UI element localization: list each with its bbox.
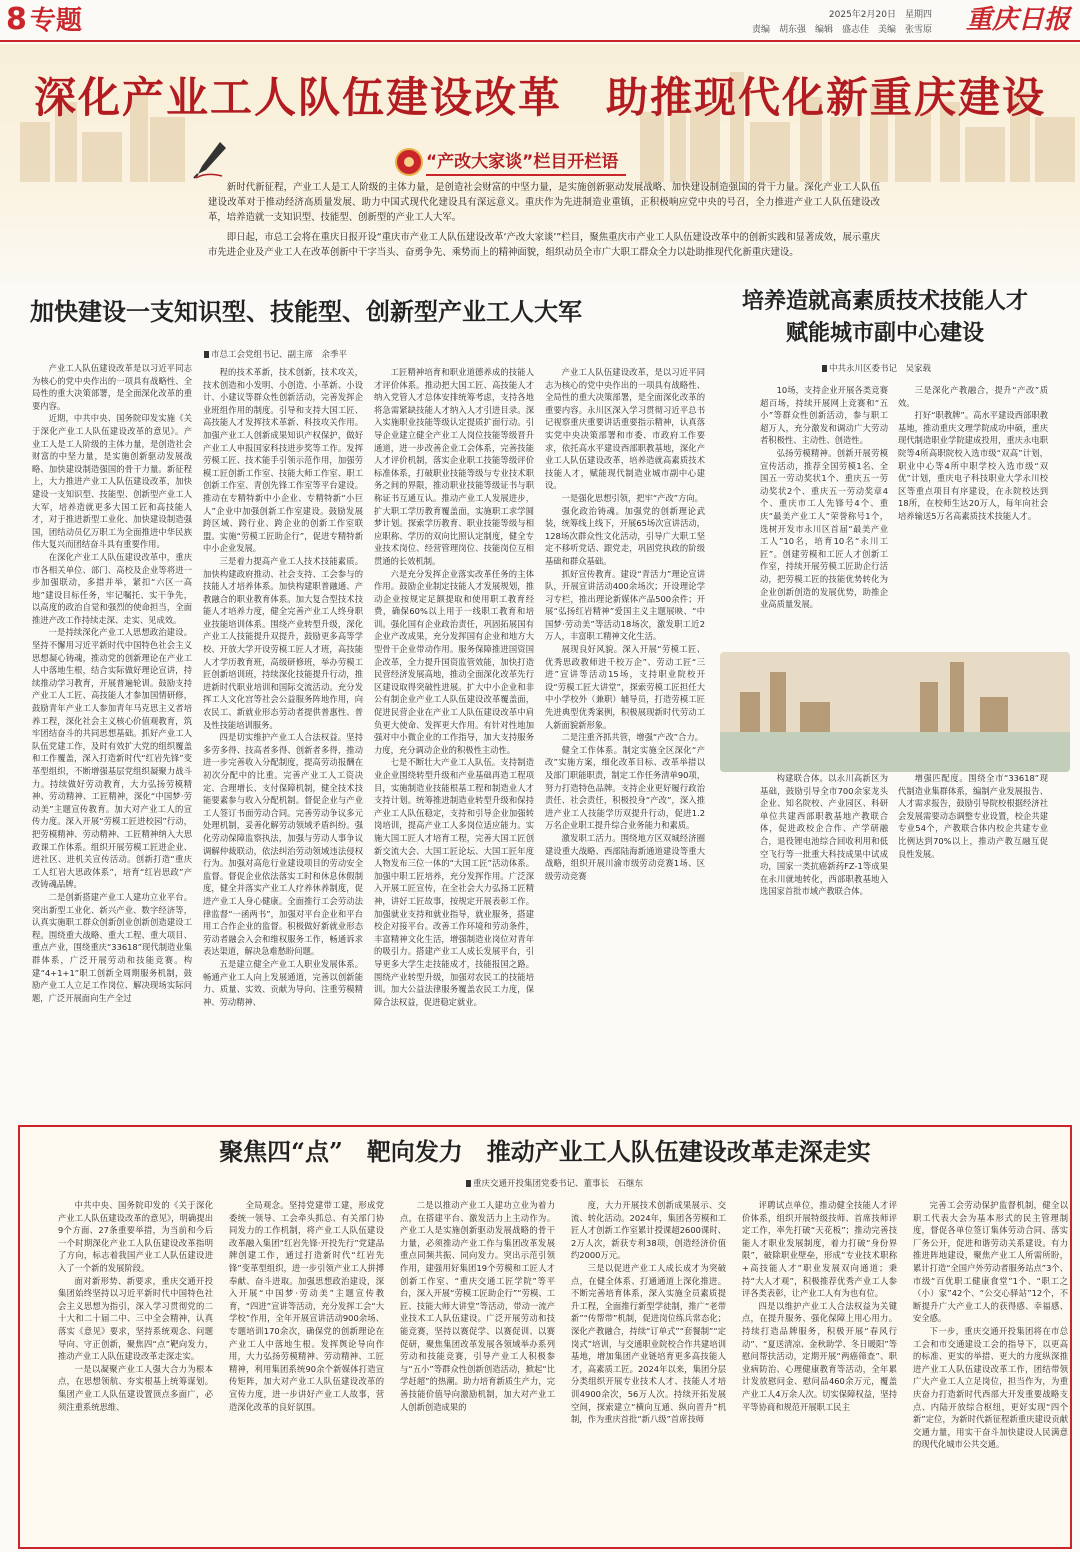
article-paragraph: 四是以维护产业工人合法权益为关键点，在提升服务、强化保障上用心用力。持续打造品牌服务，积极开展“春风行动”、“夏送清凉、金秋助学、冬日暖阳”等慰问帮扶活动，定期开展“两癌筛查”、职业病防治、心理健康教育等活动，全年累计发放慰问金、慰问品460余万元，覆盖产业工人4万余人次。切实保障权益，坚持平等协商和规范开展职工民主 xyxy=(742,1300,897,1412)
article-paragraph: 工匠精神培育和职业道德养成的技能人才评价体系。推动把大国工匠、高技能人才纳入党管人才总体安排统筹考虑，支持各地将急需紧缺技能人才纳入人才引进目录。深入实施职业技能等级认定提质扩面行动。引导企业建立健全产业工人岗位技能等级晋升通道，进一步改善企业工会体系，完善技能人才评价机制，落实企业职工技能等级评价标准体系，打破职业技能等级与专业技术职务之间的界限，推动职业技能等级证书与职称证书互通互认。推动产业工人发展进步，扩大职工学历教育覆盖面，实施职工求学圆梦计划。探索学历教育、职业技能等级与相应职称、学历的双向比照认定制度，健全专业技术岗位、经营管理岗位、技能岗位互相贯通的长效机制。 xyxy=(374,367,534,566)
right-article-byline: 中共永川区委书记 吴家载 xyxy=(822,362,931,374)
article-paragraph: 抓好宣传教育。建设“青活力”理论宣讲队，开展宣讲活动400余场次；开设理论学习专栏，推出理论新媒体产品500余件；开展“弘扬红岩精神”爱国主义主题展映、“中国梦·劳动美”等活动18场次，激发职工近2万人，丰富职工精神文化生活。 xyxy=(545,568,705,642)
issue-date: 2025年2月20日 星期四 xyxy=(828,10,932,20)
article-paragraph: 产业工人队伍建设改革，是以习近平同志为核心的党中央作出的一项具有战略性、全局性的重大决策部署，是全面深化改革的重要内容。永川区深入学习贯彻习近平总书记视察重庆重要讲话重要指示精神，认真落实党中央决策部署和市委、市政府工作要求，依托高水平建设西部职教基地，深化产业工人队伍建设改革，培养造就高素质技术技能人才，赋能现代制造业城市副中心建设。 xyxy=(545,367,705,491)
right-article-headline-line-1: 培养造就高素质技术技能人才 xyxy=(741,288,1028,314)
article-paragraph: 近期，中共中央、国务院印发实施《关于深化产业工人队伍建设改革的意见》。产业工人是工人阶级的主体力量，是创造社会财富的中坚力量，是实施创新驱动发展战略、加快建设制造强国的骨干力量。新征程上，大力推进产业工人队伍建设改革，加快建设一支知识型、技能型、创新型产业工人大军，培养造就更多大国工匠和高技能人才，对于推进新型工业化、加快建设制造强国，团结动员亿万职工为全面推进中华民族伟大复兴而团结奋斗具有重要作用。 xyxy=(32,413,192,550)
city-photo xyxy=(720,652,1070,772)
article-paragraph: 10场，支持企业开展各类竞赛超百场，持续开展网上竞赛和“五小”等群众性创新活动，参与职工超万人，充分激发和调动广大劳动者积极性、主动性、创造性。 xyxy=(760,385,888,446)
article-paragraph: 评聘试点单位，推动健全技能人才评价体系，组织开展特级技师、首席技师评定工作，率先打破“天花板”；推动完善技能人才职业发展制度，着力打破“身份界限”，破除职业壁垒，形成“专业技术职称+高技能人才”职业发展双向通道；秉持“大人才观”，积极推荐优秀产业工人参评各类表彰，让产业工人有为也有位。 xyxy=(742,1200,897,1299)
article-paragraph: 全局观念。坚持党建带工建，形成党委统一领导、工会牵头抓总、有关部门协同发力的工作机制，将产业工人队伍建设改革融入集团“红岩先锋·开投先行”党建品牌创建工作，通过打造新时代“红岩先锋”变革型组织，进一步引领产业工人拼搏奉献、奋斗进取。加强思想政治建设，深入开展“中国梦·劳动美”主题宣传教育，“四进”宣讲等活动，充分发挥工会“大学校”作用，全年开展宣讲活动900余场、专题培训170余次，确保党的创新理论在产业工人中落地生根。发挥舆论导向作用，大力弘扬劳模精神、劳动精神、工匠精神，利用集团系统90余个新媒体打造宣传矩阵，加大对产业工人队伍建设改革的宣传力度，进一步讲好产业工人故事，营造深化改革的良好氛围。 xyxy=(229,1200,384,1412)
article-paragraph: 一是以凝聚产业工人强大合力为根本点，在思想领航、夯实根基上统筹谋划。集团产业工人队伍建设置顶点多面广，必须注重系统思维、 xyxy=(58,1363,213,1412)
right-article-column-2 xyxy=(760,384,888,652)
article-paragraph: 在深化产业工人队伍建设改革中，重庆市各相关单位、部门、高校及企业等将进一步加强联动，多措并举，紧扣“六区一高地”建设目标任务，牢记嘱托、实干争先，以高度的政治自觉和强烈的使命担当，全面推进产改工作持续走深、走实、见成效。 xyxy=(32,551,192,625)
article-paragraph: 打好“职教牌”。高水平建设西部职教基地，推动重庆文理学院成功申硕，重庆现代制造职业学院建成投用，重庆永电职院等4所高职院校入选市级“双高”计划，职业中心等4所中职学校入选市级“双优”计划，重庆电子科技职业大学永川校区等重点项目有序建设，在永院校达到18所，在校师生达20万人，每年向社会培养输送5万名高素质技术技能人才。 xyxy=(898,410,1048,521)
article-paragraph: 构建联合体。以永川高新区为基础，鼓励引导全市700余家龙头企业、知名院校、产业园区、科研单位共建西部职教基地产教联合体，促进政校企合作、产学研融合，退役锂电池综合回收利用和低空飞行等一批重大科技成果中试成功，国家一类抗癌新药FZ-1等成果在永川就地转化，西部职教基地入选国家首批市域产教联合体。 xyxy=(760,773,888,897)
right-article-column-1 xyxy=(545,366,705,1122)
topic-banner xyxy=(0,44,1080,294)
banner-headline: 深化产业工人队伍建设改革 助推现代化新重庆建设 xyxy=(33,73,1046,122)
article-paragraph: 中共中央、国务院印发的《关于深化产业工人队伍建设改革的意见》，明确提出9个方面、27条重要举措，为当前和今后一个时期深化产业工人队伍建设改革指明了方向，标志着我国产业工人队伍建设进入了一个新的发展阶段。 xyxy=(58,1200,213,1273)
article-paragraph: 产业工人队伍建设改革是以习近平同志为核心的党中央作出的一项具有战略性、全局性的重大决策部署，是全面深化改革的重要内容。 xyxy=(32,363,192,411)
right-article-column-3 xyxy=(898,384,1048,652)
right-article-headline-line-2: 赋能城市副中心建设 xyxy=(785,320,984,346)
banner-intro-paragraph: 即日起，市总工会将在重庆日报开设“重庆市产业工人队伍建设改革‘产改大家谈’”栏目，聚焦重庆市产业工人队伍建设改革中的创新实践和显著成效，展示重庆市先进企业及产业工人在改革创新中干字当头、奋勇争先、乘势而上的精神面貌，组织动员全市广大职工群众全力以赴助推现代化新重庆建设。 xyxy=(208,232,880,258)
article-paragraph: 程的技术革新，技术创新，技术攻关，技术创造和小发明、小创造、小革新、小设计、小建议等群众性创新活动，完善发挥企业班组作用的制度。引导和支持大国工匠、高技能人才发挥技术革新、科技攻关作用。加强产业工人创新成果知识产权保护，做好产业工人申报国家科技进步奖等工作。发挥劳模工匠、技术能手引领示范作用，加强劳模工匠创新工作室、技能大师工作室、职工创新工作室、青创先锋工作室等平台建设。推动在专精特新中小企业、专精特新“小巨人”企业中加强创新工作室建设。鼓励发展跨区域、跨行业、跨企业的创新工作室联盟。实施“劳模工匠助企行”，促进专精特新中小企业发展。 xyxy=(203,367,363,554)
bottom-article-column-1 xyxy=(58,1199,213,1539)
left-article-column-3 xyxy=(374,366,534,1122)
fountain-pen-icon xyxy=(192,140,228,180)
column-title-underline xyxy=(426,174,626,176)
section-name: 专题 xyxy=(30,6,83,36)
bottom-article-column-5 xyxy=(742,1199,897,1539)
trade-union-emblem-icon xyxy=(395,148,423,176)
bottom-article-column-6 xyxy=(913,1199,1068,1539)
article-paragraph: 下一步，重庆交通开投集团将在市总工会和市交通建设工会的指导下，以更高的标准、更实的举措、更大的力度纵深推进产业工人队伍建设改革工作，团结带领广大产业工人立足岗位，担当作为，为重庆奋力打造新时代西部大开发重要战略支点、内陆开放综合枢纽，更好实现“四个新”定位，为新时代新征程新重庆建设贡献交通力量，用实干奋斗加快建设人民满意的现代化城市公共交通。 xyxy=(913,1325,1068,1450)
article-paragraph: 健全工作体系。制定实施全区深化“产改”实施方案，细化改革目标、改革举措以及部门职能职责，制定工作任务清单90项，努力打造特色品牌。支持企业更好履行政治责任、社会责任，积极投身“产改”，深入推进产业工人技能学历双提升行动，促进1.2万名企业职工提升综合业务能力和素质。 xyxy=(545,744,705,831)
article-paragraph: 二是以推动产业工人建功立业为着力点，在搭建平台、激发活力上主动作为。产业工人是实施创新驱动发展战略的骨干力量，必须推动产业工作与集团改革发展重点同频共振、同向发力。突出示范引领作用，建强用好集团19个劳模和工匠人才创新工作室、“重庆交通工匠学院”等平台，深入开展“劳模工匠助企行”“劳模、工匠、技能大师大讲堂”等活动，带动一流产业技术工人队伍建设。广泛开展劳动和技能竞赛，坚持以赛促学、以赛促训、以赛促研，聚焦集团改革发展各领域举办系列劳动和技能竞赛，引导产业工人积极参与“五小”等群众性创新创造活动，掀起“比学赶超”的热潮。助力培育新质生产力，完善技能价值导向激励机制，加大对产业工人创新创造成果的 xyxy=(400,1200,555,1412)
page-number: 8 xyxy=(6,2,27,37)
article-paragraph: 弘扬劳模精神。创新开展劳模宣传活动，推荐全国劳模1名、全国五一劳动奖状1个、重庆五一劳动奖状2个、重庆五一劳动奖章4个、重庆市工人先锋号4个、重庆“最美产业工人”荣誉称号1个，选树开发市永川区首届“最美产业工人”10名，培育10名“永川工匠”。创建劳模和工匠人才创新工作室，持续开展劳模工匠助企行活动，把劳模工匠的技能优势转化为企业创新创造的发展优势，助推企业高质量发展。 xyxy=(760,447,888,610)
bottom-article-column-4 xyxy=(571,1199,726,1539)
article-paragraph: 五是建立健全产业工人职业发展体系。畅通产业工人向上发展通道，完善以创新能力、质量、实效、贡献为导向、注重劳模精神、劳动精神、 xyxy=(203,958,363,1007)
article-paragraph: 六是充分发挥企业落实改革任务的主体作用。鼓励企业制定技能人才发展规划，推动企业按规定足额提取和使用职工教育经费，确保60%以上用于一线职工教育和培训。强化国有企业政治责任，巩固拓展国有企业产改成果，充分发挥国有企业和地方大型骨干企业带动作用。服务保障推进国资国企改革，全力提升国资监管效能，加快打造民营经济发展高地，推动全面深化改革先行区建设取得突破性进展。扩大中小企业和非公有制企业产业工人队伍建设改革覆盖面，促进民营企业在产业工人队伍建设改革中肩负更大使命、发挥更大作用。有针对性地加强对中小微企业的工作指导，加大支持服务力度，充分调动企业的积极性主动性。 xyxy=(374,568,534,755)
bottom-article-column-2 xyxy=(229,1199,384,1539)
article-paragraph: 三是以促进产业工人成长成才为突破点，在健全体系、打通通道上深化推进。不断完善培育体系，深入实施全员素质提升工程，全面推行新型学徒制，推广“老带新”“传帮带”机制，促进岗位练兵常态化；深化产教融合，持续“订单式”“套餐制”“定岗式”培训，与交通职业院校合作共建培训基地，增加集团产业链培育更多高技能人才，高素质工匠。2024年以来，集团分层分类组织开展专业技术人才、技能人才培训4900余次，56万人次。持续开拓发展空间，探索建立“横向互通、纵向晋升”机制，作为重庆首批“新八级”首席技师 xyxy=(571,1262,726,1425)
article-paragraph: 激发职工活力。围绕地方区双城经济圈建设重大战略、西部陆海新通道建设等重大战略，组织开展川渝市级劳动竞赛1场、区级劳动竞赛 xyxy=(545,832,705,881)
bottom-article-column-3 xyxy=(400,1199,555,1539)
article-paragraph: 一是持续深化产业工人思想政治建设。坚持不懈用习近平新时代中国特色社会主义思想凝心铸魂，推动党的创新理论在产业工人中落地生根，结合实际做好理论宣讲，持续推动学习教育，开展普遍轮训。鼓励支持产业工人工匠、高技能人才参加国情研修，鼓励青年产业工人参加青年马克思主义者培养工程，深化社会主义核心价值观教育，筑牢团结奋斗的共同思想基础。抓好产业工人队伍党建工作，及时有效扩大党的组织覆盖和工作覆盖，深入打造新时代“红岩先锋”变革型组织，不断增强基层党组织凝聚力战斗力。持续做好劳动教育，大力弘扬劳模精神、劳动精神、工匠精神，深化“中国梦·劳动美”主题宣传教育。加大对产业工人的宣传力度。深入开展“劳模工匠进校园”行动，把劳模精神、劳动精神、工匠精神纳入大思政课工作体系。组织开展劳模工匠进企业、进社区、进机关宣传活动。创新打造“重庆工人红岩大思政体系”，培育“红岩思政”产改铸魂品牌。 xyxy=(32,627,192,890)
editor-line: 责编 胡东强 编辑 盛志佳 美编 张雪原 xyxy=(751,25,932,35)
bottom-article-headline: 聚焦四“点” 靶向发力 推动产业工人队伍建设改革走深走实 xyxy=(219,1137,871,1166)
article-paragraph: 三是深化产教融合，提升“产改”质效。 xyxy=(898,385,1048,408)
banner-intro-paragraph: 新时代新征程，产业工人是工人阶级的主体力量，是创造社会财富的中坚力量，是实施创新驱动发展战略、加快建设制造强国的骨干力量。深化产业工人队伍建设改革对于推动经济高质量发展、助力中国式现代化建设具有深远意义。重庆作为先进制造业重镇，正积极响应党中央的号召，全力推进产业工人队伍建设改革，培养造就一支知识型、技能型、创新型的产业工人大军。 xyxy=(208,182,880,223)
article-paragraph: 展现良好风貌。深入开展“劳模工匠、优秀思政教师进千校万企”、劳动工匠“三进”宣讲等活动15场，支持职业院校开设“劳模工匠大讲堂”，探索劳模工匠担任大中小学校外（兼职）辅导员，打造劳模工匠先进典型优秀案例，积极展现新时代劳动工人新面貌新形象。 xyxy=(545,644,705,730)
article-paragraph: 二是注重齐抓共管，增强“产改”合力。 xyxy=(561,732,703,743)
article-paragraph: 四是切实维护产业工人合法权益。坚持多劳多得、技高者多得、创新者多得，推动进一步完善收入分配制度，提高劳动报酬在初次分配中的比重。完善产业工人工资决定、合理增长、支付保障机制，健全技术技能要素参与收入分配机制。督促企业与产业工人签订书面劳动合同。完善劳动争议多元处理机制，妥善化解劳动领域矛盾纠纷。强化劳动保障监察执法，加强与劳动人事争议调解仲裁联动，依法纠治劳动领域违法侵权行为。加强对高危行业建设项目的劳动安全监督。督促企业依法落实工时和休息休假制度，健全并落实产业工人疗养休养制度，促进产业工人身心健康。全面推行工会劳动法律监督“一函两书”，加强对平台企业和平台用工合作企业的监督。积极做好新就业形态劳动者融会入会和维权服务工作，畅通诉求表达渠道，解决急难愁盼问题。 xyxy=(203,732,363,957)
bottom-feature-article xyxy=(18,1125,1072,1549)
column-launch-title: “产改大家谈”栏目开栏语 xyxy=(426,152,619,172)
masthead xyxy=(0,0,1080,42)
left-article-byline: 市总工会党组书记、副主席 余季平 xyxy=(204,348,347,360)
article-paragraph: 三是着力提高产业工人技术技能素质。加快构建政府推动、社会支持、工会参与的技能人才培养体系。加快构建职普融通、产教融合的职业教育体系。加大复合型技术技能人才培养力度，健全完善产业工人终身职业技能培训体系。围绕产业转型升级，深化产业工人技能提升双提升，鼓励更多高等学校、开放大学开设劳模工匠人才班，高技能人才学历教育班，高级研修班，举办劳模工匠创新培训班，持续深化技能提升行动，推进新时代职业培训和国际交流活动。充分发挥工人文化宫等社会公益服务阵地作用，向农民工、新就业形态劳动者提供普惠性、普及性技能培训服务。 xyxy=(203,555,363,730)
right-article-column-5 xyxy=(898,772,1048,1122)
left-article-column-2 xyxy=(203,366,363,1122)
article-paragraph: 二是创新搭建产业工人建功立业平台。突出新型工业化、新兴产业、数字经济等，认真实施职工群众创新创业创新创造建设工程。围绕重大战略、重大工程、重大项目、重点产业，围绕重庆“33618”现代制造业集群体系，广泛开展劳动和技能竞赛。构建“4+1+1”职工创新全周期服务机制，鼓励产业工人立足工作岗位、解决现场实际问题，广泛开展面向生产全过 xyxy=(32,891,192,1003)
left-article-headline: 加快建设一支知识型、技能型、创新型产业工人大军 xyxy=(30,297,582,326)
right-article-column-4 xyxy=(760,772,888,1122)
article-paragraph: 度，大力开展技术创新成果展示、交流、转化活动。2024年，集团各劳模和工匠人才创新工作室累计授课超2600课时、2万人次，新获专利38项，创造经济价值约2000万元。 xyxy=(571,1200,726,1261)
article-paragraph: 七是不断壮大产业工人队伍。支持制造业企业围绕转型升级和产业基础再造工程项目，实施制造业技能根基工程和制造业人才支持计划。统筹推进制造业转型升级和保持产业工人队伍稳定，支持和引导企业加强转岗培训，提高产业工人多岗位适应能力。实施大国工匠人才培育工程，完善大国工匠创新交流大会、大国工匠论坛、大国工匠年度人物发布三位一体的“大国工匠”活动体系。加强中职工匠培养，充分发挥作用。广泛深入开展工匠宣传，在全社会大力弘扬工匠精神，讲好工匠故事，按规定开展表彰工作。加强就业支持和就业指导，就业服务，搭建校企对接平台。改善工作环境和劳动条件，丰富精神文化生活，增强制造业岗位对青年的吸引力。搭建产业工人成长发展平台，引导更多大学生走技能成才，技能报国之路。围绕产业转型升级，加强对农民工的技能培训。加大公益法律服务覆盖农民工力度，保障合法权益，促进稳定就业。 xyxy=(374,757,534,1007)
article-paragraph: 面对新形势、新要求，重庆交通开投集团始终坚持以习近平新时代中国特色社会主义思想为指引，深入学习贯彻党的二十大和二十届二中、三中全会精神，认真落实《意见》要求，坚持系统观念、问题导向、守正创新，聚焦四“点”靶向发力，推动产业工人队伍建设改革走深走实。 xyxy=(58,1275,213,1362)
article-paragraph: 增强匹配度。围绕全市“33618”现代制造业集群体系，编制产业发展报告、人才需求报告，鼓励引导院校根据经济社会发展需要动态调整专业设置，校企共建专业54个，产教联合体内校企共建专业比例达到70%以上，推动产教互融互促良性发展。 xyxy=(898,773,1048,859)
left-article-column-1 xyxy=(32,362,192,1122)
article-paragraph: 一是强化思想引领，把牢“产改”方向。 xyxy=(561,492,703,503)
bottom-article-byline: 重庆交通开投集团党委书记、董事长 石继东 xyxy=(466,1177,643,1189)
article-paragraph: 强化政治铸魂。加强党的创新理论武装，统筹线上线下，开展65场次宣讲活动，128场次群众性文化活动，引导广大职工坚定不移听党话、跟党走，巩固党执政的阶级基础和群众基础。 xyxy=(545,505,705,566)
newspaper-logo: 重庆日报 xyxy=(965,5,1070,35)
article-paragraph: 完善工会劳动保护监督机制，健全以职工代表大会为基本形式的民主管理制度，督促各单位签订集体劳动合同、落实厂务公开，促进和谐劳动关系建设。有力推进阵地建设，聚焦产业工人所需所盼，累计打造“全国户外劳动者服务站点”3个、市级“百优职工健康食堂”1个、“职工之（小）家”42个、“公交心驿站”12个，不断提升广大产业工人的获得感、幸福感、安全感。 xyxy=(913,1200,1068,1324)
